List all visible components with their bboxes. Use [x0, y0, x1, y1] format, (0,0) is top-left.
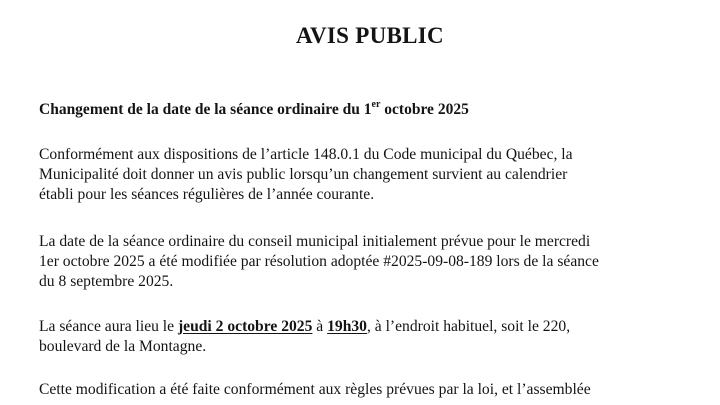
heading-text: Changement de la date de la séance ordinaire du 1 — [39, 101, 372, 118]
paragraph-line: boulevard de la Montagne. — [39, 338, 207, 355]
meeting-prefix: La séance aura lieu le — [39, 318, 178, 335]
notice-title: AVIS PUBLIC — [296, 23, 444, 48]
paragraph-line — [39, 317, 719, 337]
meeting-middle: à — [312, 318, 328, 335]
paragraph-line: Municipalité doit donner un avis public lorsqu’un changement survient au calendrier — [39, 166, 568, 183]
paragraph-line: 1er octobre 2025 a été modifiée par résolution adoptée #2025-09-08-189 lors de la séance — [39, 253, 599, 270]
paragraph-compliance — [39, 380, 719, 400]
paragraph-line: Conformément aux dispositions de l’article 148.0.1 du Code municipal du Québec, la — [39, 146, 573, 163]
paragraph-line: Cette modification a été faite conformément aux règles prévues par la loi, et l’assemblée — [39, 381, 591, 398]
meeting-date: jeudi 2 octobre 2025 — [177, 318, 313, 335]
meeting-suffix: , à l’endroit habituel, soit le 220, — [366, 318, 571, 335]
meeting-time: 19h30 — [327, 318, 367, 335]
paragraph-new-meeting — [39, 317, 719, 357]
paragraph-legal-basis — [39, 145, 719, 205]
heading-suffix: octobre 2025 — [380, 101, 469, 118]
paragraph-line: établi pour les séances régulières de l’année courante. — [39, 186, 375, 203]
heading-superscript: er — [371, 99, 381, 110]
paragraph-date-change — [39, 232, 719, 292]
paragraph-line: du 8 septembre 2025. — [39, 273, 174, 290]
notice-heading — [39, 101, 469, 119]
paragraph-line: La date de la séance ordinaire du conseil municipal initialement prévue pour le mercredi — [39, 233, 591, 250]
